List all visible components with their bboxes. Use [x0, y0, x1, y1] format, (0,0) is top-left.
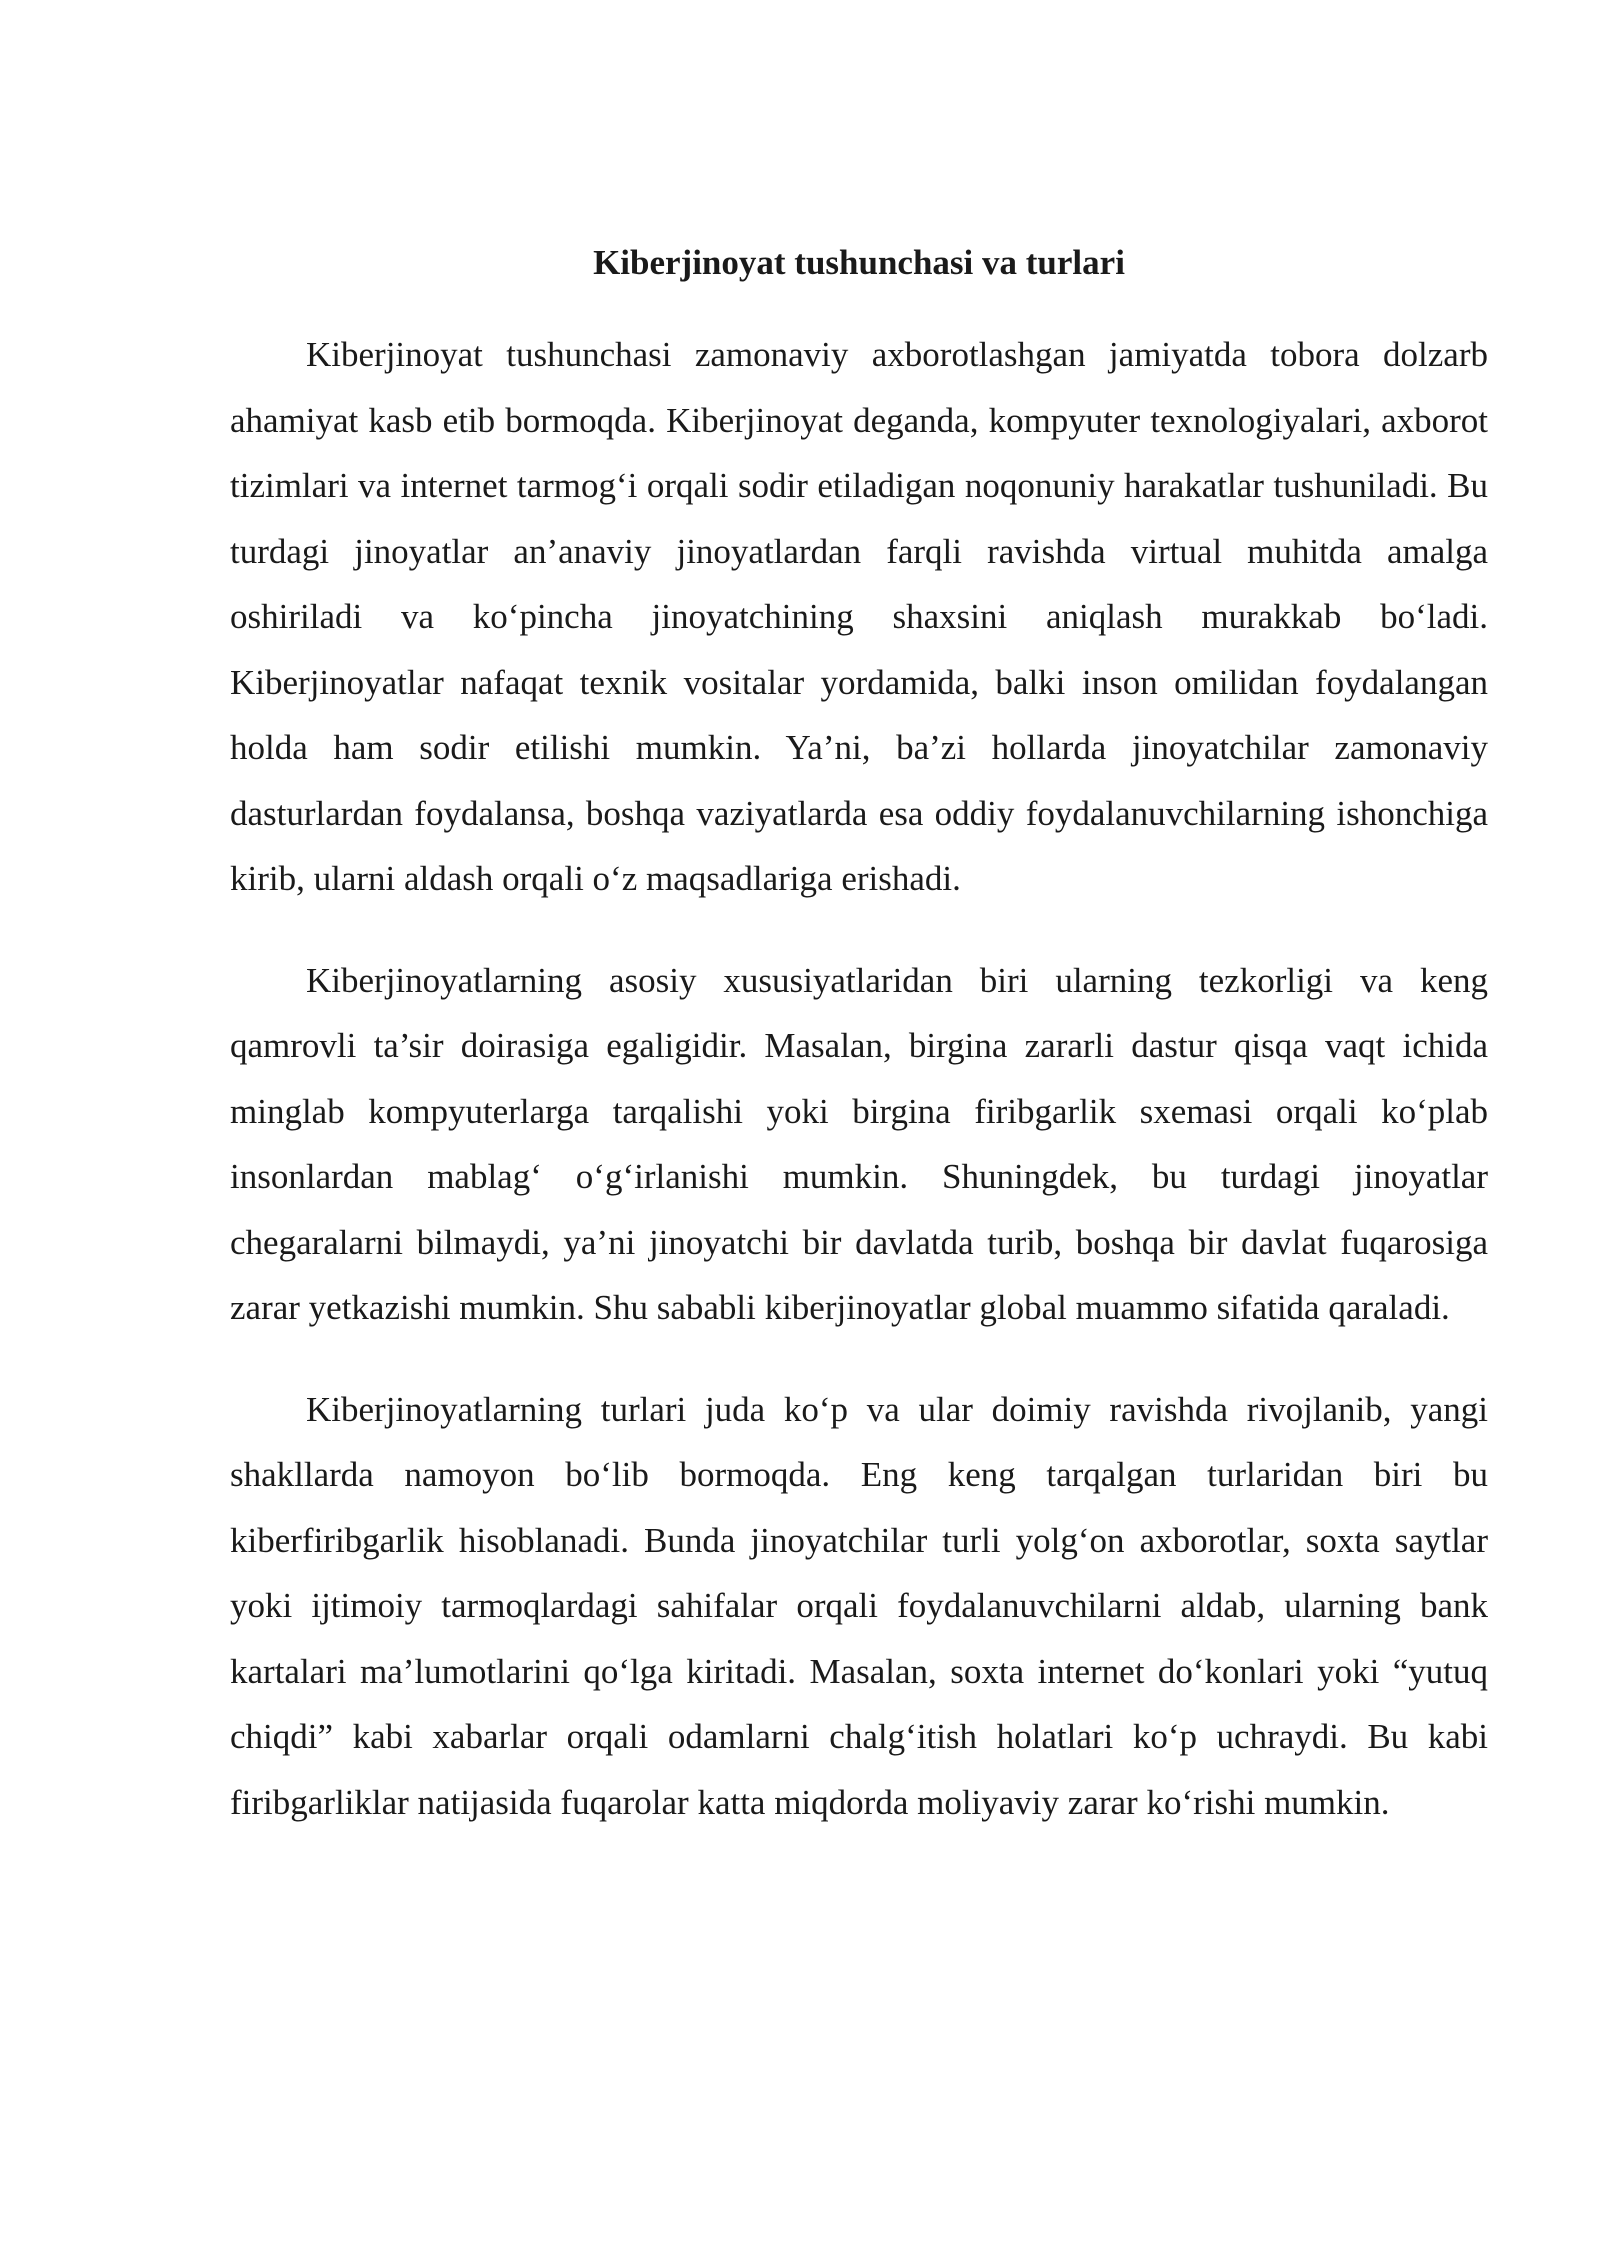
paragraph-types: Kiberjinoyatlarning turlari juda ko‘p va ular doimiy ravishda rivojlanib, yangi shakllarda namoyon bo‘lib bormoqda. Eng keng tarqalgan turlaridan biri bu kiberfiribgarlik hisoblanadi. Bunda jinoyatchilar turli yolg‘on axborotlar, soxta saytlar yoki ijtimoiy tarmoqlardagi sahifalar orqali foydalanuvchilarni aldab, ularning bank kartalari ma’lumotlarini qo‘lga kiritadi. Masalan, soxta internet do‘konlari yoki “yutuq chiqdi” kabi xabarlar orqali odamlarni chalg‘itish holatlari ko‘p uchraydi. Bu kabi firibgarliklar natijasida fuqarolar katta miqdorda moliyaviy zarar ko‘rishi mumkin. [230, 1389, 1488, 1822]
document-body [230, 238, 1488, 1871]
paragraph-characteristics: Kiberjinoyatlarning asosiy xususiyatlaridan biri ularning tezkorligi va keng qamrovli ta’sir doirasiga egaligidir. Masalan, birgina zararli dastur qisqa vaqt ichida minglab kompyuterlarga tarqalishi yoki birgina firibgarlik sxemasi orqali ko‘plab insonlardan mablag‘ o‘g‘irlanishi mumkin. Shuningdek, bu turdagi jinoyatlar chegaralarni bilmaydi, ya’ni jinoyatchi bir davlatda turib, boshqa bir davlat fuqarosiga zarar yetkazishi mumkin. Shu sababli kiberjinoyatlar global muammo sifatida qaraladi. [230, 960, 1488, 1327]
paragraph-definition: Kiberjinoyat tushunchasi zamonaviy axborotlashgan jamiyatda tobora dolzarb ahamiyat kasb etib bormoqda. Kiberjinoyat deganda, kompyuter texnologiyalari, axborot tizimlari va internet tarmog‘i orqali sodir etiladigan noqonuniy harakatlar tushuniladi. Bu turdagi jinoyatlar an’anaviy jinoyatlardan farqli ravishda virtual muhitda amalga oshiriladi va ko‘pincha jinoyatchining shaxsini aniqlash murakkab bo‘ladi. Kiberjinoyatlar nafaqat texnik vositalar yordamida, balki inson omilidan foydalangan holda ham sodir etilishi mumkin. Ya’ni, ba’zi hollarda jinoyatchilar zamonaviy dasturlardan foydalansa, boshqa vaziyatlarda esa oddiy foydalanuvchilarning ishonchiga kirib, ularni aldash orqali o‘z maqsadlariga erishadi. [230, 335, 1488, 898]
document-title: Kiberjinoyat tushunchasi va turlari [593, 243, 1125, 282]
